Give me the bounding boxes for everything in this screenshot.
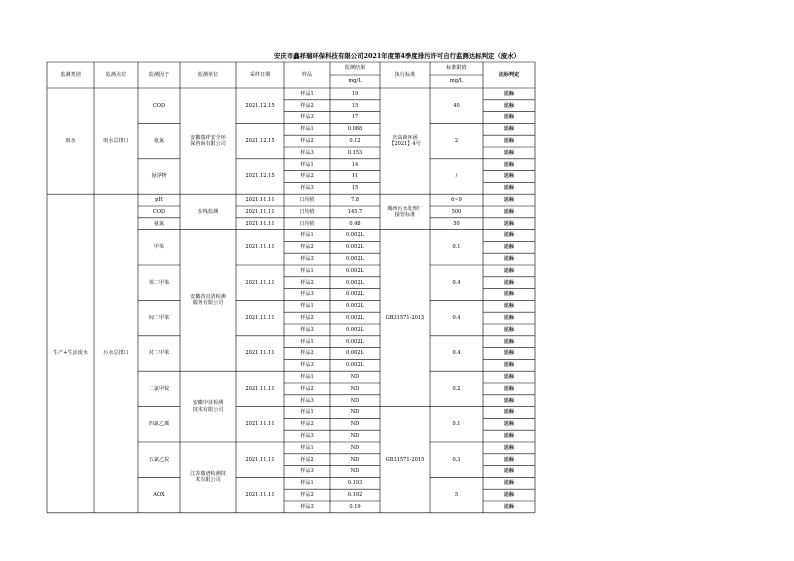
- judgement-cell: 达标: [503, 232, 515, 239]
- header-limit: 标准限值: [446, 65, 467, 72]
- judgement-cell: 达标: [503, 255, 515, 262]
- result-cell: 0.002L: [346, 338, 364, 345]
- sample-cell: 样品1: [300, 338, 314, 345]
- factor-cell: 四氯乙烯: [148, 421, 170, 428]
- sample-cell: 样品3: [300, 432, 314, 439]
- header-unit: 监测单位: [197, 71, 219, 78]
- sample-cell: 样品2: [300, 385, 314, 392]
- result-cell: 19: [351, 90, 359, 97]
- sample-cell: 样品2: [300, 456, 314, 463]
- sample-cell: 样品3: [300, 397, 314, 404]
- result-cell: ND: [350, 421, 360, 428]
- result-cell: 0.193: [347, 480, 363, 487]
- sample-cell: 样品1: [300, 161, 314, 168]
- date-cell: 2021.11.11: [245, 196, 275, 203]
- result-cell: 0.002L: [346, 232, 364, 239]
- judgement-cell: 达标: [503, 362, 515, 369]
- header-result: 监测结果: [344, 65, 366, 72]
- judgement-cell: 达标: [503, 373, 515, 380]
- result-cell: 0.153: [347, 149, 363, 156]
- factor-cell: 二氯甲烷: [148, 385, 170, 392]
- sample-cell: 样品1: [300, 480, 314, 487]
- judgement-cell: 达标: [503, 409, 515, 416]
- result-cell: 0.002L: [346, 255, 364, 262]
- sample-cell: 样品2: [300, 244, 314, 251]
- sample-cell: 样品2: [300, 491, 314, 498]
- date-cell: 2021.12.15: [245, 102, 275, 109]
- monitoring-table: [47, 62, 535, 512]
- factor-cell: 五氯乙烷: [148, 456, 170, 463]
- factor-cell: 氨氮: [153, 137, 165, 144]
- result-cell: 0.19: [349, 503, 361, 510]
- judgement-cell: 达标: [503, 444, 515, 451]
- result-cell: 0.002L: [346, 267, 364, 274]
- date-cell: 2021.11.11: [245, 208, 275, 215]
- unit-cell: 安徽瑞祥安全环 保咨询有限公司: [190, 134, 226, 148]
- unit-cell: 江苏微谱检测技 术有限公司: [190, 471, 226, 484]
- standard-cell: 城西污水处理厂 接管标准: [387, 205, 423, 218]
- sample-cell: 样品3: [300, 291, 314, 298]
- judgement-cell: 达标: [503, 279, 515, 286]
- limit-cell: 6~9: [451, 196, 462, 203]
- result-cell: ND: [350, 432, 360, 439]
- result-cell: ND: [350, 456, 360, 463]
- date-cell: 2021.11.11: [245, 350, 275, 357]
- header-limit-unit: mg/L: [449, 78, 464, 85]
- judgement-cell: 达标: [503, 114, 515, 121]
- sample-cell: 样品3: [300, 255, 314, 262]
- result-cell: 0.192: [347, 491, 363, 498]
- factor-cell: COD: [152, 102, 166, 109]
- sample-cell: 样品2: [300, 314, 314, 321]
- sample-cell: 样品2: [300, 173, 314, 180]
- sample-cell: 样品2: [300, 102, 314, 109]
- result-cell: 0.002L: [346, 303, 364, 310]
- sample-cell: 样品2: [300, 421, 314, 428]
- judgement-cell: 达标: [503, 185, 515, 192]
- limit-cell: 500: [451, 208, 462, 215]
- sample-cell: 样品1: [300, 126, 314, 133]
- result-cell: 0.088: [347, 126, 363, 133]
- limit-cell: 0.4: [452, 314, 461, 321]
- factor-cell: 对二甲苯: [148, 350, 170, 357]
- result-cell: ND: [350, 444, 360, 451]
- result-cell: 15: [351, 185, 359, 192]
- judgement-cell: 达标: [503, 491, 515, 498]
- limit-cell: 40: [453, 102, 460, 109]
- limit-cell: 50: [453, 220, 460, 227]
- result-cell: ND: [350, 373, 360, 380]
- result-cell: 145.7: [347, 208, 363, 215]
- date-cell: 2021.12.15: [245, 173, 275, 180]
- standard-cell: GB31571-2015: [385, 456, 425, 463]
- result-cell: ND: [350, 397, 360, 404]
- judgement-cell: 达标: [503, 385, 515, 392]
- header-point: 监测点位: [105, 71, 127, 78]
- sample-cell: 样品3: [300, 468, 314, 475]
- sample-cell: 样品3: [300, 114, 314, 121]
- header-result-unit: mg/L: [348, 78, 362, 85]
- judgement-cell: 达标: [503, 291, 515, 298]
- judgement-cell: 达标: [503, 267, 515, 274]
- sample-cell: 样品1: [300, 232, 314, 239]
- header-factor: 监测因子: [148, 71, 170, 78]
- header-sample: 样品: [301, 71, 313, 78]
- result-cell: 0.002L: [346, 279, 364, 286]
- header-category: 监测类别: [60, 71, 81, 78]
- header-date: 采样日期: [249, 71, 271, 78]
- result-cell: 14: [351, 161, 359, 168]
- result-cell: 0.002L: [346, 291, 364, 298]
- factor-cell: 邻二甲苯: [148, 279, 170, 286]
- judgement-cell: 达标: [503, 468, 515, 475]
- judgement-cell: 达标: [503, 220, 515, 227]
- sample-cell: 样品3: [300, 503, 314, 510]
- result-cell: 11: [351, 173, 359, 180]
- sample-cell: 样品1: [300, 444, 314, 451]
- standard-cell: GB31571-2015: [385, 314, 425, 321]
- point-cell: 雨水总排口: [103, 137, 129, 144]
- limit-cell: 0.2: [452, 385, 461, 392]
- date-cell: 2021.11.11: [245, 244, 275, 251]
- factor-cell: 悬浮物: [151, 173, 167, 180]
- result-cell: 0.48: [349, 220, 361, 227]
- judgement-cell: 达标: [503, 161, 515, 168]
- date-cell: 2021.11.11: [245, 220, 275, 227]
- result-cell: 0.002L: [346, 314, 364, 321]
- judgement-cell: 达标: [503, 90, 515, 97]
- judgement-cell: 达标: [503, 503, 515, 510]
- factor-cell: 氨氮: [153, 220, 165, 227]
- judgement-cell: 达标: [503, 314, 515, 321]
- result-cell: ND: [350, 468, 360, 475]
- date-cell: 2021.11.11: [245, 456, 275, 463]
- unit-cell: 在线监测: [197, 208, 219, 215]
- sample-cell: 样品1: [300, 303, 314, 310]
- factor-cell: COD: [152, 208, 166, 215]
- result-cell: 0.002L: [346, 350, 364, 357]
- limit-cell: 0.1: [452, 244, 461, 251]
- judgement-cell: 达标: [503, 350, 515, 357]
- point-cell: 污水总排口: [103, 350, 129, 357]
- date-cell: 2021.11.11: [245, 385, 275, 392]
- sample-cell: 样品3: [300, 362, 314, 369]
- category-cell: 生产+生活废水: [53, 350, 88, 357]
- judgement-cell: 达标: [503, 137, 515, 144]
- limit-cell: 5: [454, 491, 459, 498]
- result-cell: 0.12: [349, 137, 361, 144]
- date-cell: 2021.11.11: [245, 314, 275, 321]
- date-cell: 2021.11.11: [245, 279, 275, 286]
- limit-cell: /: [455, 173, 458, 180]
- header-standard: 执行标准: [394, 71, 416, 78]
- limit-cell: 0.3: [452, 456, 461, 463]
- sample-cell: 样品2: [300, 350, 314, 357]
- sample-cell: 样品3: [300, 326, 314, 333]
- sample-cell: 样品2: [300, 137, 314, 144]
- judgement-cell: 达标: [503, 421, 515, 428]
- sample-cell: 样品1: [300, 409, 314, 416]
- result-cell: 0.002L: [346, 326, 364, 333]
- result-cell: 17: [351, 114, 359, 121]
- result-cell: 0.002L: [346, 362, 364, 369]
- sample-cell: 日均值: [299, 220, 315, 227]
- limit-cell: 0.4: [452, 350, 461, 357]
- category-cell: 雨水: [65, 137, 76, 144]
- standard-cell: 庆高新环函 【2021】4号: [389, 134, 421, 148]
- judgement-cell: 达标: [503, 480, 515, 487]
- date-cell: 2021.11.11: [245, 491, 275, 498]
- limit-cell: 2: [454, 137, 459, 144]
- factor-cell: pH: [155, 196, 163, 203]
- sample-cell: 样品1: [300, 90, 314, 97]
- result-cell: ND: [350, 409, 360, 416]
- date-cell: 2021.11.11: [245, 421, 275, 428]
- judgement-cell: 达标: [503, 244, 515, 251]
- sample-cell: 样品1: [300, 267, 314, 274]
- unit-cell: 安徽中证检测 技术有限公司: [192, 400, 224, 413]
- unit-cell: 安徽省宜清检测 服务有限公司: [190, 294, 226, 307]
- judgement-cell: 达标: [503, 102, 515, 109]
- header-judgement: 达标判定: [498, 71, 520, 78]
- limit-cell: 0.1: [452, 421, 461, 428]
- result-cell: 0.002L: [346, 244, 364, 251]
- sample-cell: 样品3: [300, 149, 314, 156]
- judgement-cell: 达标: [503, 456, 515, 463]
- limit-cell: 0.4: [452, 279, 461, 286]
- judgement-cell: 达标: [503, 303, 515, 310]
- date-cell: 2021.12.15: [245, 137, 275, 144]
- judgement-cell: 达标: [503, 196, 515, 203]
- sample-cell: 样品2: [300, 279, 314, 286]
- judgement-cell: 达标: [503, 126, 515, 133]
- judgement-cell: 达标: [503, 208, 515, 215]
- judgement-cell: 达标: [503, 173, 515, 180]
- result-cell: 7.8: [350, 196, 360, 203]
- sample-cell: 样品1: [300, 373, 314, 380]
- factor-cell: 间二甲苯: [148, 314, 170, 321]
- result-cell: ND: [350, 385, 360, 392]
- factor-cell: AOX: [153, 491, 165, 498]
- sample-cell: 样品3: [300, 185, 314, 192]
- judgement-cell: 达标: [503, 338, 515, 345]
- judgement-cell: 达标: [503, 397, 515, 404]
- sample-cell: 日均值: [299, 196, 315, 203]
- judgement-cell: 达标: [503, 432, 515, 439]
- page-title: 安庆市鑫祥瑞环保科技有限公司2021年度第4季度排污许可自行监测达标判定（废水）: [274, 52, 520, 60]
- result-cell: 15: [351, 102, 359, 109]
- factor-cell: 甲苯: [153, 244, 165, 251]
- judgement-cell: 达标: [503, 149, 515, 156]
- judgement-cell: 达标: [503, 326, 515, 333]
- sample-cell: 日均值: [299, 208, 315, 215]
